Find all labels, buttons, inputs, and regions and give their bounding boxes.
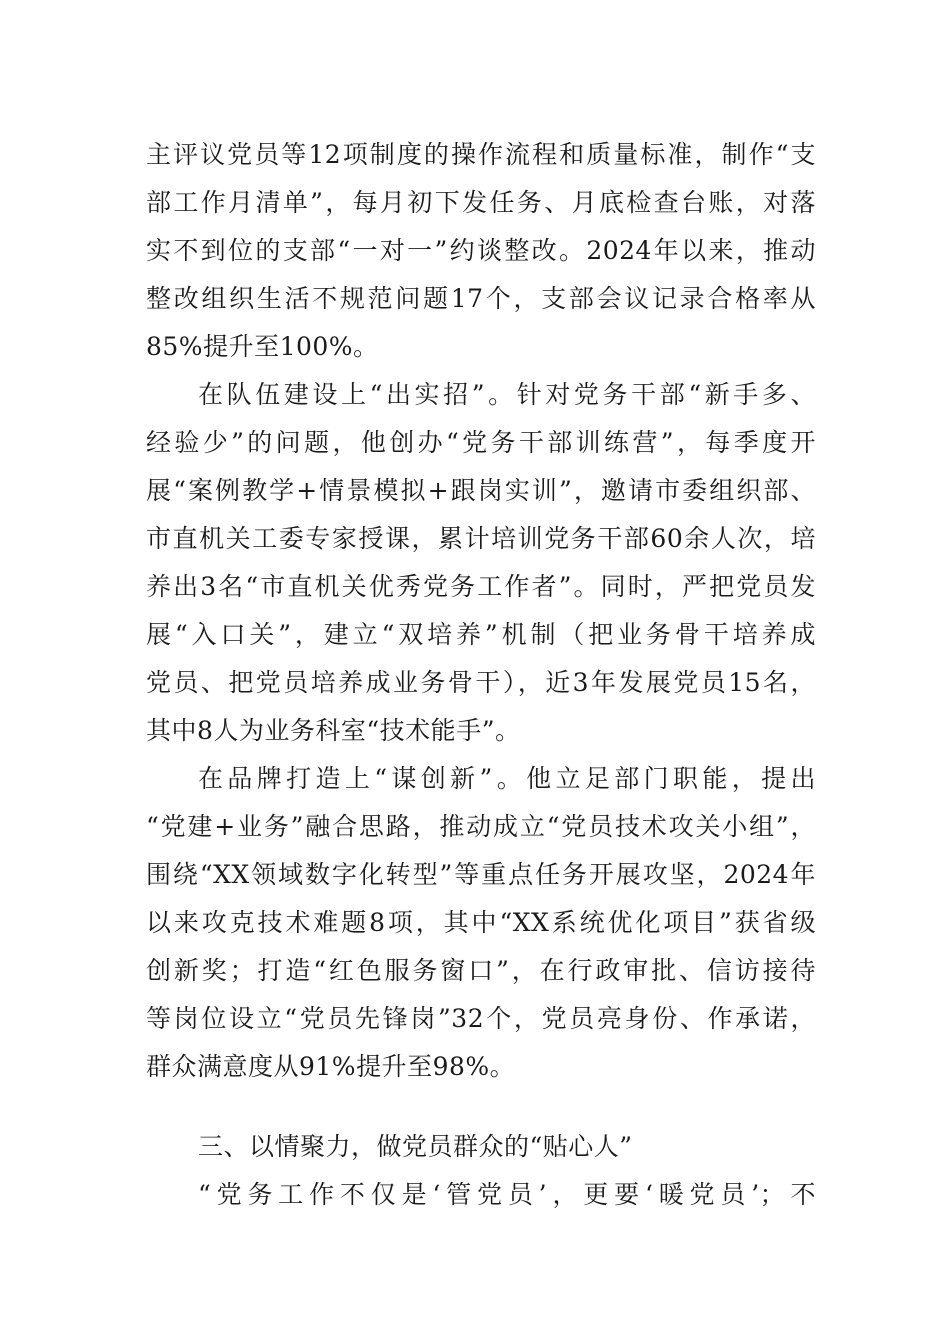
body-text-line: 养出3名“市直机关优秀党务工作者”。同时，严把党员发 [146, 572, 816, 601]
body-text-line: 群众满意度从91%提升至98%。 [146, 1052, 516, 1081]
paragraph-first-line: “党务工作不仅是‘管党员’，更要‘暖党员’；不 [198, 1180, 816, 1209]
paragraph-first-line: 在队伍建设上“出实招”。针对党务干部“新手多、 [198, 380, 816, 409]
body-text-line: 实不到位的支部“一对一”约谈整改。2024年以来，推动 [146, 236, 816, 265]
body-text-line: 其中8人为业务科室“技术能手”。 [146, 716, 521, 745]
body-text-line: 等岗位设立“党员先锋岗”32个，党员亮身份、作承诺， [146, 1004, 816, 1033]
body-text-line: 展“入口关”，建立“双培养”机制（把业务骨干培养成 [146, 620, 816, 649]
body-text-line: 党员、把党员培养成业务骨干），近3年发展党员15名， [146, 668, 816, 697]
body-text-line: 展“案例教学+情景模拟+跟岗实训”，邀请市委组织部、 [146, 476, 816, 505]
body-text-line: 创新奖；打造“红色服务窗口”，在行政审批、信访接待 [146, 956, 816, 985]
paragraph-first-line: 在品牌打造上“谋创新”。他立足部门职能，提出 [198, 764, 816, 793]
body-text-line: 部工作月清单”，每月初下发任务、月底检查台账，对落 [146, 188, 816, 217]
body-text-line: 主评议党员等12项制度的操作流程和质量标准，制作“支 [146, 140, 816, 169]
body-text-line: 市直机关工委专家授课，累计培训党务干部60余人次，培 [146, 524, 816, 553]
body-text-line: 以来攻克技术难题8项，其中“XX系统优化项目”获省级 [146, 908, 816, 937]
body-text-line: “党建+业务”融合思路，推动成立“党员技术攻关小组”， [146, 812, 816, 841]
section-heading: 三、以情聚力，做党员群众的“贴心人” [198, 1132, 633, 1161]
body-text-line: 85%提升至100%。 [146, 332, 379, 361]
body-text-line: 经验少”的问题，他创办“党务干部训练营”，每季度开 [146, 428, 816, 457]
body-text-line: 整改组织生活不规范问题17个，支部会议记录合格率从 [146, 284, 816, 313]
body-text-line: 围绕“XX领域数字化转型”等重点任务开展攻坚，2024年 [146, 860, 816, 889]
